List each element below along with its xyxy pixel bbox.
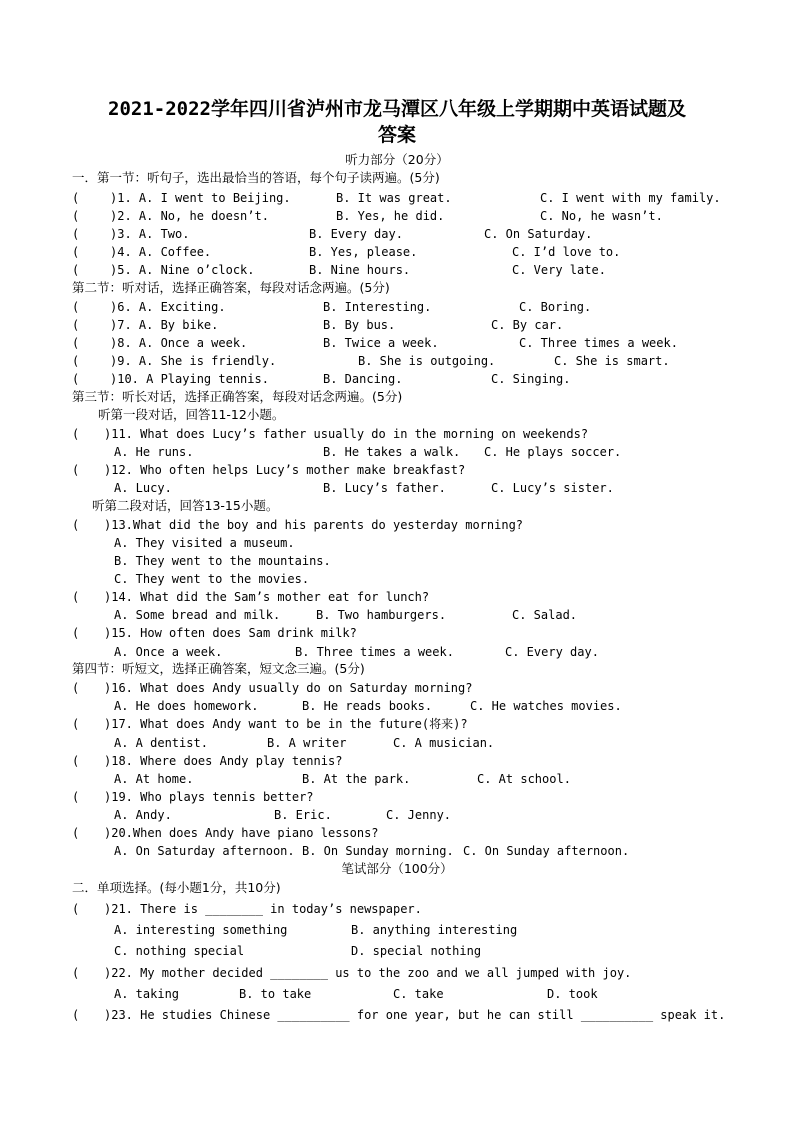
written-header: 笔试部分（100分） xyxy=(341,861,453,876)
q19-stem: )19. Who plays tennis better? xyxy=(104,790,314,804)
answer-paren: ( xyxy=(72,263,80,277)
q15-option-a: A. Once a week. xyxy=(114,645,223,659)
section3-header: 第三节：听长对话，选择正确答案，每段对话念两遍。(5分) xyxy=(72,389,403,404)
q22-stem: )22. My mother decided ________ us to the zoo and we all jumped with joy. xyxy=(104,966,632,980)
q5-option-b: B. Nine hours. xyxy=(309,263,411,277)
q11-option-c: C. He plays soccer. xyxy=(484,445,622,459)
listening-header: 听力部分（20分） xyxy=(345,152,449,167)
section2-header: 第二节：听对话，选择正确答案，每段对话念两遍。(5分) xyxy=(72,280,390,295)
answer-paren: ( xyxy=(72,318,80,332)
q6-option-b: B. Interesting. xyxy=(323,300,432,314)
q21-option-a: A. interesting something xyxy=(114,923,288,937)
q9-option-c: C. She is smart. xyxy=(554,354,670,368)
q7-stem: )7. A. By bike. xyxy=(110,318,219,332)
q1-option-c: C. I went with my family. xyxy=(540,191,721,205)
q1-stem: )1. A. I went to Beijing. xyxy=(110,191,291,205)
q22-option-d: D. took xyxy=(547,987,598,1001)
q4-option-b: B. Yes, please. xyxy=(309,245,418,259)
q18-option-c: C. At school. xyxy=(477,772,571,786)
answer-paren: ( xyxy=(72,300,80,314)
q11-stem: )11. What does Lucy’s father usually do in the morning on weekends? xyxy=(104,427,589,441)
q18-option-a: A. At home. xyxy=(114,772,194,786)
q13-option-a: A. They visited a museum. xyxy=(114,536,295,550)
q10-option-b: B. Dancing. xyxy=(323,372,403,386)
q13-option-b: B. They went to the mountains. xyxy=(114,554,331,568)
q20-option-c: C. On Sunday afternoon. xyxy=(463,844,630,858)
q6-option-c: C. Boring. xyxy=(519,300,592,314)
answer-paren: ( xyxy=(72,826,80,840)
q6-stem: )6. A. Exciting. xyxy=(110,300,226,314)
q12-stem: )12. Who often helps Lucy’s mother make breakfast? xyxy=(104,463,466,477)
section1-header: 一．第一节：听句子，选出最恰当的答语，每个句子读两遍。(5分) xyxy=(72,170,440,185)
part2-header: 二．单项选择。(每小题1分，共10分) xyxy=(72,880,281,895)
q5-stem: )5. A. Nine o’clock. xyxy=(110,263,255,277)
q12-option-b: B. Lucy’s father. xyxy=(323,481,446,495)
answer-paren: ( xyxy=(72,1008,80,1022)
answer-paren: ( xyxy=(72,336,80,350)
section3-part2-instruction: 听第二段对话，回答13-15小题。 xyxy=(92,498,279,513)
q22-option-c: C. take xyxy=(393,987,444,1001)
q16-option-c: C. He watches movies. xyxy=(470,699,622,713)
answer-paren: ( xyxy=(72,626,80,640)
answer-paren: ( xyxy=(72,754,80,768)
q3-option-c: C. On Saturday. xyxy=(484,227,593,241)
q14-stem: )14. What did the Sam’s mother eat for lunch? xyxy=(104,590,430,604)
document-title-line1: 2021-2022学年四川省泸州市龙马潭区八年级上学期期中英语试题及 xyxy=(108,98,686,120)
answer-paren: ( xyxy=(72,463,80,477)
q4-option-c: C. I’d love to. xyxy=(512,245,621,259)
q9-stem: )9. A. She is friendly. xyxy=(110,354,277,368)
q20-option-a: A. On Saturday afternoon. xyxy=(114,844,295,858)
q1-option-b: B. It was great. xyxy=(336,191,452,205)
answer-paren: ( xyxy=(72,966,80,980)
q17-option-b: B. A writer xyxy=(267,736,347,750)
q15-stem: )15. How often does Sam drink milk? xyxy=(104,626,357,640)
answer-paren: ( xyxy=(72,681,80,695)
answer-paren: ( xyxy=(72,518,80,532)
q4-stem: )4. A. Coffee. xyxy=(110,245,212,259)
q20-option-b: B. On Sunday morning. xyxy=(302,844,454,858)
q14-option-b: B. Two hamburgers. xyxy=(316,608,447,622)
q14-option-a: A. Some bread and milk. xyxy=(114,608,281,622)
q2-option-c: C. No, he wasn’t. xyxy=(540,209,663,223)
q23-stem: )23. He studies Chinese __________ for one year, but he can still __________ speak it. xyxy=(104,1008,726,1022)
q7-option-b: B. By bus. xyxy=(323,318,396,332)
q3-option-b: B. Every day. xyxy=(309,227,403,241)
q11-option-b: B. He takes a walk. xyxy=(323,445,461,459)
answer-paren: ( xyxy=(72,227,80,241)
q12-option-a: A. Lucy. xyxy=(114,481,172,495)
q15-option-b: B. Three times a week. xyxy=(295,645,454,659)
q22-option-a: A. taking xyxy=(114,987,180,1001)
answer-paren: ( xyxy=(72,245,80,259)
q16-option-a: A. He does homework. xyxy=(114,699,259,713)
q17-option-a: A. A dentist. xyxy=(114,736,208,750)
section4-header: 第四节：听短文，选择正确答案，短文念三遍。(5分) xyxy=(72,661,365,676)
answer-paren: ( xyxy=(72,590,80,604)
q17-option-c: C. A musician. xyxy=(393,736,495,750)
q5-option-c: C. Very late. xyxy=(512,263,606,277)
q16-option-b: B. He reads books. xyxy=(302,699,433,713)
answer-paren: ( xyxy=(72,191,80,205)
q7-option-c: C. By car. xyxy=(491,318,564,332)
answer-paren: ( xyxy=(72,372,80,386)
q13-option-c: C. They went to the movies. xyxy=(114,572,310,586)
q21-option-b: B. anything interesting xyxy=(351,923,518,937)
q8-option-b: B. Twice a week. xyxy=(323,336,439,350)
q12-option-c: C. Lucy’s sister. xyxy=(491,481,614,495)
answer-paren: ( xyxy=(72,717,80,731)
q3-stem: )3. A. Two. xyxy=(110,227,190,241)
q13-stem: )13.What did the boy and his parents do yesterday morning? xyxy=(104,518,524,532)
q9-option-b: B. She is outgoing. xyxy=(358,354,496,368)
q19-option-b: B. Eric. xyxy=(274,808,332,822)
q11-option-a: A. He runs. xyxy=(114,445,194,459)
q19-option-a: A. Andy. xyxy=(114,808,172,822)
q18-stem: )18. Where does Andy play tennis? xyxy=(104,754,343,768)
q14-option-c: C. Salad. xyxy=(512,608,578,622)
answer-paren: ( xyxy=(72,354,80,368)
q2-stem: )2. A. No, he doesn’t. xyxy=(110,209,269,223)
q21-option-d: D. special nothing xyxy=(351,944,482,958)
answer-paren: ( xyxy=(72,427,80,441)
q18-option-b: B. At the park. xyxy=(302,772,411,786)
q16-stem: )16. What does Andy usually do on Saturday morning? xyxy=(104,681,473,695)
q17-stem: )17. What does Andy want to be in the future(将来)? xyxy=(104,717,468,731)
q8-stem: )8. A. Once a week. xyxy=(110,336,248,350)
answer-paren: ( xyxy=(72,902,80,916)
q20-stem: )20.When does Andy have piano lessons? xyxy=(104,826,379,840)
q22-option-b: B. to take xyxy=(239,987,312,1001)
q21-option-c: C. nothing special xyxy=(114,944,245,958)
q2-option-b: B. Yes, he did. xyxy=(336,209,445,223)
section3-part1-instruction: 听第一段对话，回答11-12小题。 xyxy=(98,407,285,422)
q8-option-c: C. Three times a week. xyxy=(519,336,678,350)
q21-stem: )21. There is ________ in today’s newspaper. xyxy=(104,902,422,916)
q10-stem: )10. A Playing tennis. xyxy=(110,372,269,386)
q15-option-c: C. Every day. xyxy=(505,645,599,659)
answer-paren: ( xyxy=(72,790,80,804)
document-title-line2: 答案 xyxy=(377,124,416,146)
answer-paren: ( xyxy=(72,209,80,223)
q10-option-c: C. Singing. xyxy=(491,372,571,386)
q19-option-c: C. Jenny. xyxy=(386,808,452,822)
